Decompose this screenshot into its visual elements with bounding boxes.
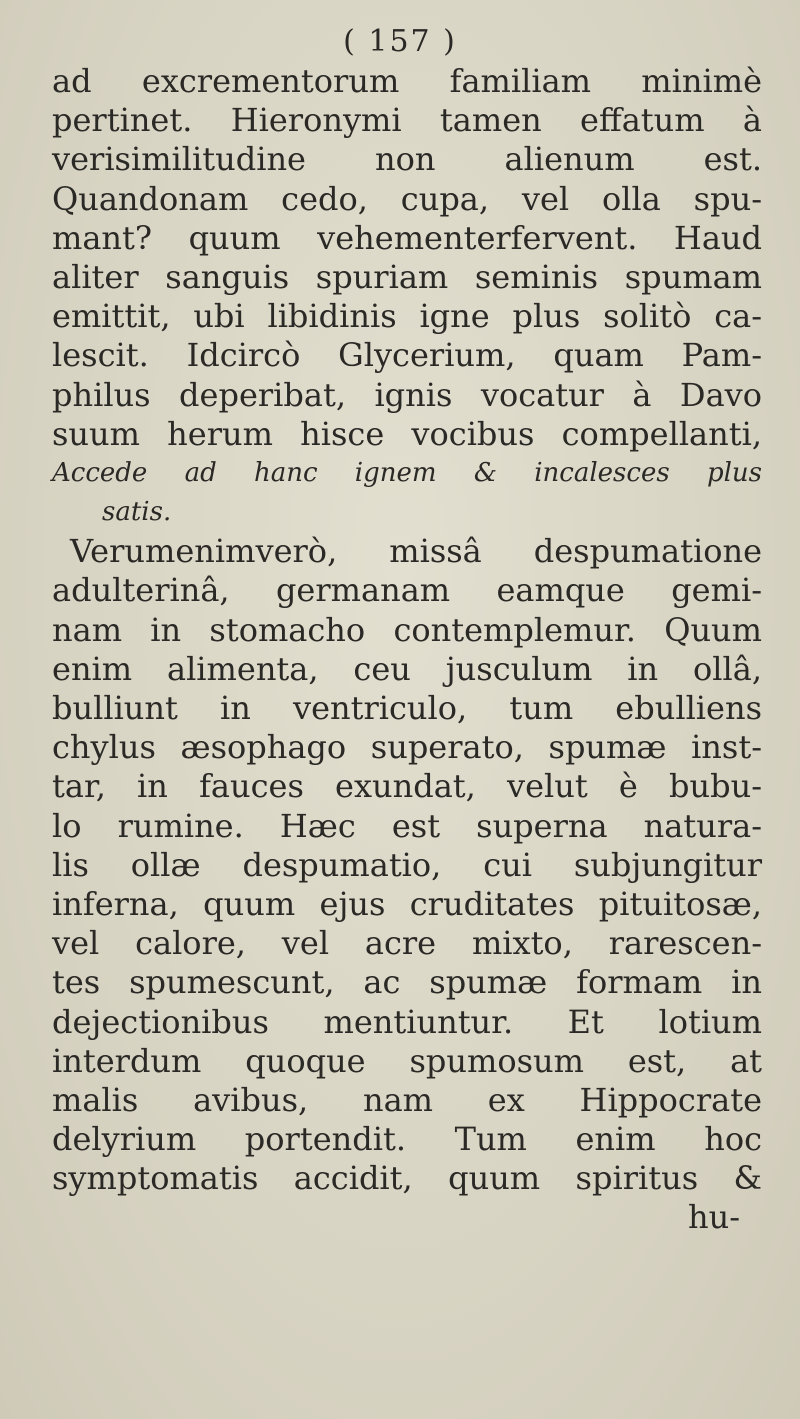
text-line: aliter sanguis spuriam seminis spumam [52,257,762,296]
text-line: philus deperibat, ignis vocatur à Davo [52,375,762,414]
text-line: lescit. Idcircò Glycerium, quam Pam- [52,336,762,375]
text-line: adulterinâ, germanam eamque gemi- [52,571,762,610]
text-line: vel calore, vel acre mixto, rarescen- [52,924,762,963]
text-line: delyrium portendit. Tum enim hoc [52,1120,762,1159]
text-line: tes spumescunt, ac spumæ formam in [52,963,762,1002]
text-line: lis ollæ despumatio, cui subjungitur [52,845,762,884]
text-line: suum herum hisce vocibus compellanti, [52,414,762,453]
text-line: emittit, ubi libidinis igne plus solitò ca- [52,297,762,336]
text-line: lo rumine. Hæc est superna natura- [52,806,762,845]
text-line: chylus æsophago superato, spumæ inst- [52,728,762,767]
page-number: ( 157 ) [343,24,457,59]
text-line: enim alimenta, ceu jusculum in ollâ, [52,649,762,688]
text-line: inferna, quum ejus cruditates pituitosæ, [52,884,762,923]
quotation-line: Accede ad hanc ignem & incalesces plus [52,457,762,488]
text-line: Quandonam cedo, cupa, vel olla spu- [52,179,762,218]
text-line: symptomatis accidit, quum spiritus & [52,1159,762,1198]
paragraph-start-line: Verumenimverò, missâ despumatione [70,532,762,571]
text-line: pertinet. Hieronymi tamen effatum à [52,101,762,140]
text-line: ad excrementorum familiam minimè [52,62,762,100]
text-line: bulliunt in ventriculo, tum ebulliens [52,689,762,727]
text-line: mant? quum vehementerfervent. Haud [52,218,762,257]
quotation-line: satis. [102,497,172,528]
text-line: dejectionibus mentiuntur. Et lotium [52,1002,762,1041]
catchword: hu- [687,1198,740,1237]
body-text [52,62,762,1238]
text-line: verisimilitudine non alienum est. [52,140,762,179]
text-line: tar, in fauces exundat, velut è bubu- [52,767,762,806]
text-line: interdum quoque spumosum est, at [52,1041,762,1080]
text-line: nam in stomacho contemplemur. Quum [52,610,762,649]
text-line: malis avibus, nam ex Hippocrate [52,1080,762,1119]
